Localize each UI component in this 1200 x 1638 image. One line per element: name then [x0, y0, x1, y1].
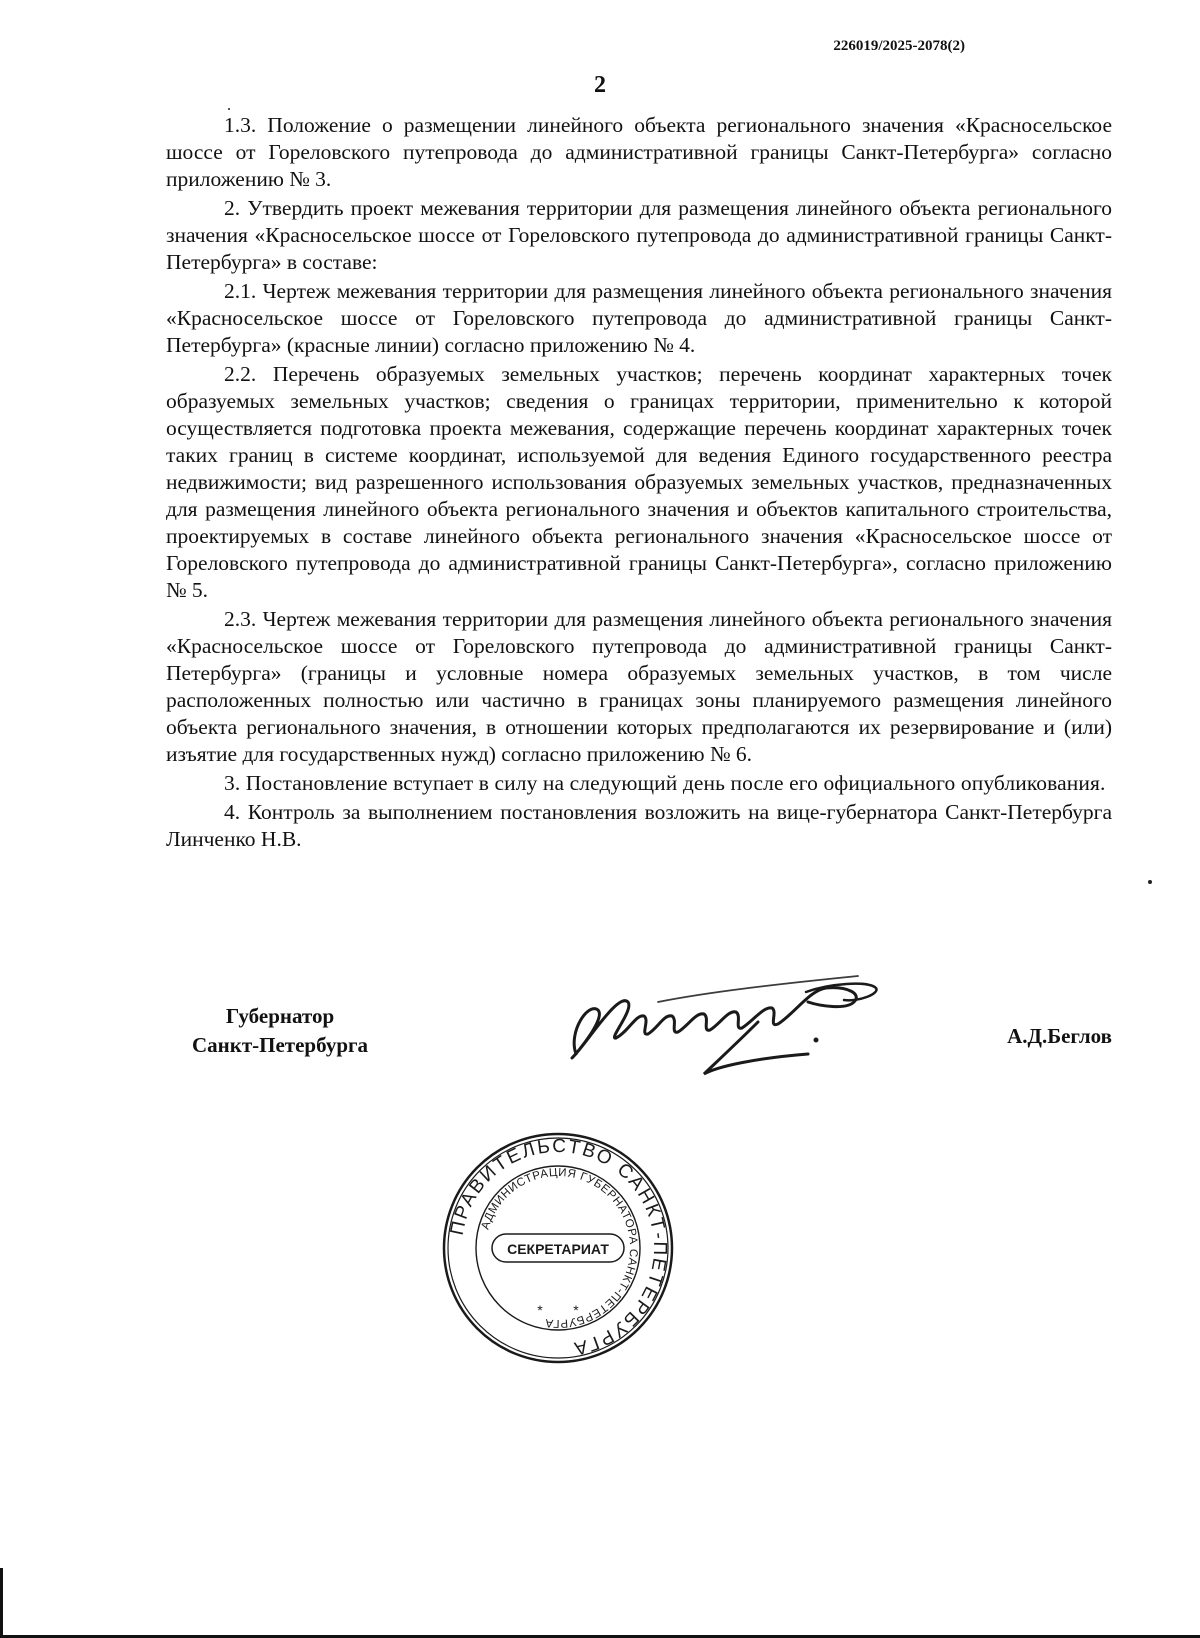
signer-position	[170, 1002, 390, 1060]
scan-edge-left	[0, 1568, 3, 1638]
official-seal-icon	[440, 1130, 676, 1366]
paragraph-2-3: 2.3. Чертеж межевания территории для размещения линейного объекта регионального значения «Красносельское шоссе от Гореловского путепровода до административной границы Санкт-Петербурга» (границы и условные номера образуемых земельных участков, в том числе расположенных полностью или частично в границах зоны планируемого размещения линейного объекта регионального значения, в отношении которых предполагаются их резервирование и (или) изъятие для государственных нужд) согласно приложению № 6.	[166, 607, 1112, 766]
seal-star-right: *	[573, 1302, 579, 1318]
signer-position-region: Санкт-Петербурга	[191, 1033, 369, 1057]
paragraph-4: 4. Контроль за выполнением постановления возложить на вице-губернатора Санкт-Петербурга Линченко Н.В.	[166, 800, 1112, 851]
page-number: 2	[594, 72, 606, 98]
seal-outer-text: ПРАВИТЕЛЬСТВО САНКТ-ПЕТЕРБУРГА	[446, 1135, 671, 1359]
document-registration-number: 226019/2025-2078(2)	[833, 38, 965, 54]
paragraph-1-3: 1.3. Положение о размещении линейного объекта регионального значения «Красносельское шоссе от Гореловского путепровода до административной границы Санкт-Петербурга» согласно приложению № 3.	[166, 113, 1112, 191]
scan-speck	[1148, 880, 1152, 884]
handwritten-signature-icon	[558, 962, 918, 1082]
document-body	[166, 112, 1112, 855]
seal-inner-text: АДМИНИСТРАЦИЯ ГУБЕРНАТОРА САНКТ-ПЕТЕРБУРГА	[479, 1166, 640, 1330]
signer-name: А.Д.Беглов	[1007, 1024, 1112, 1048]
signer-position-title: Губернатор	[225, 1004, 335, 1028]
seal-center-text: СЕКРЕТАРИАТ	[507, 1241, 609, 1257]
scan-speck	[228, 108, 230, 110]
paragraph-2-1: 2.1. Чертеж межевания территории для размещения линейного объекта регионального значения «Красносельское шоссе от Гореловского путепровода до административной границы Санкт-Петербурга» (красные линии) согласно приложению № 4.	[166, 279, 1112, 357]
paragraph-2-2: 2.2. Перечень образуемых земельных участков; перечень координат характерных точек образуемых земельных участков; сведения о границах территории, применительно к которой осуществляется подготовка проекта межевания, содержащие перечень координат характерных точек таких границ в системе координат, используемой для ведения Единого государственного реестра недвижимости; вид разрешенного использования образуемых земельных участков, предназначенных для размещения линейного объекта регионального значения и объектов капитального строительства, проектируемых в составе линейного объекта регионального значения «Красносельское шоссе от Гореловского путепровода до административной границы Санкт-Петербурга», согласно приложению № 5.	[166, 362, 1112, 602]
paragraph-2: 2. Утвердить проект межевания территории для размещения линейного объекта регионального значения «Красносельское шоссе от Гореловского путепровода до административной границы Санкт-Петербурга» в составе:	[166, 196, 1112, 274]
seal-star-left: *	[537, 1302, 543, 1318]
paragraph-3: 3. Постановление вступает в силу на следующий день после его официального опубликования.	[224, 771, 1106, 795]
